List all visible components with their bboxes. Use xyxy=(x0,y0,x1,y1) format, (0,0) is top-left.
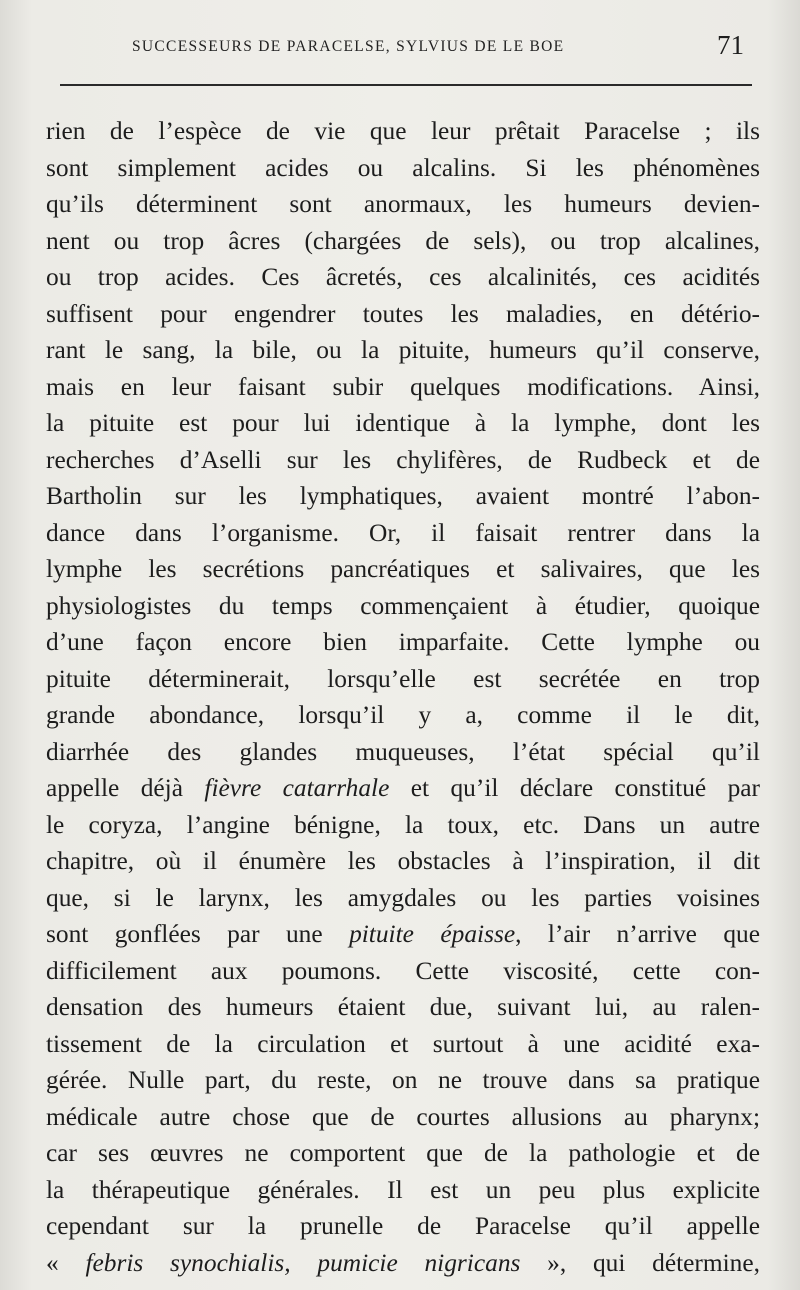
text-segment: gérée. Nulle part, du reste, on ne trouve dans sa pratique xyxy=(46,1066,760,1094)
text-line xyxy=(46,624,760,661)
text-segment: suffisent pour engendrer toutes les maladies, en détério- xyxy=(46,299,760,328)
text-segment: Bartholin sur les lymphatiques, avaient montré l’abon- xyxy=(46,482,760,510)
text-line xyxy=(46,697,760,734)
text-segment: », qui détermine, xyxy=(520,1248,760,1277)
text-line xyxy=(46,916,760,953)
text-segment: sont gonflées par une xyxy=(46,920,350,948)
text-segment: diarrhée des glandes muqueuses, l’état spécial qu’il xyxy=(46,737,760,766)
text-segment: car ses œuvres ne comportent que de la pathologie et de xyxy=(46,1139,760,1167)
body-text xyxy=(46,113,760,1281)
text-segment: physiologistes du temps commençaient à étudier, quoique xyxy=(46,591,760,620)
text-line xyxy=(46,186,760,223)
text-segment: dance dans l’organisme. Or, il faisait rentrer dans la xyxy=(46,518,760,547)
text-segment: la pituite est pour lui identique à la lymphe, dont les xyxy=(46,409,760,437)
text-line xyxy=(46,1208,760,1245)
text-segment: densation des humeurs étaient due, suivant lui, au ralen- xyxy=(46,993,760,1021)
text-segment: la thérapeutique générales. Il est un peu plus explicite xyxy=(46,1175,760,1204)
text-segment: , l’air n’arrive que xyxy=(515,920,760,948)
text-line xyxy=(46,369,760,406)
text-segment: et qu’il déclare constitué par xyxy=(389,774,760,802)
text-line xyxy=(46,588,760,625)
text-segment: « xyxy=(46,1248,86,1277)
text-line xyxy=(46,296,760,333)
text-segment: nent ou trop âcres (chargées de sels), ou trop alcalines, xyxy=(46,226,760,255)
header-rule xyxy=(60,84,752,86)
text-line xyxy=(46,843,760,880)
text-line xyxy=(46,259,760,296)
text-segment: pituite déterminerait, lorsqu’elle est secrétée en trop xyxy=(46,664,760,693)
text-segment: lymphe les secrétions pancréatiques et salivaires, que les xyxy=(46,555,760,583)
text-line xyxy=(46,953,760,990)
running-head xyxy=(48,30,758,70)
text-segment: difficilement aux poumons. Cette viscosité, cette con- xyxy=(46,956,760,985)
text-line xyxy=(46,332,760,369)
page-number: 71 xyxy=(717,30,744,60)
text-line xyxy=(46,551,760,588)
text-segment: le coryza, l’angine bénigne, la toux, etc. Dans un autre xyxy=(46,810,760,839)
text-line xyxy=(46,1026,760,1063)
italic-phrase: fièvre catarrhale xyxy=(204,774,390,802)
italic-phrase: febris synochialis, pumicie nigricans xyxy=(85,1248,521,1277)
text-line xyxy=(46,661,760,698)
text-segment: recherches d’Aselli sur les chylifères, de Rudbeck et de xyxy=(46,445,760,474)
text-line xyxy=(46,1135,760,1172)
text-segment: grande abondance, lorsqu’il y a, comme il le dit, xyxy=(46,701,760,729)
text-line xyxy=(46,1172,760,1209)
text-segment: rant le sang, la bile, ou la pituite, humeurs qu’il conserve, xyxy=(46,336,760,364)
text-line xyxy=(46,734,760,771)
text-line xyxy=(46,405,760,442)
text-segment: tissement de la circulation et surtout à une acidité exa- xyxy=(46,1029,760,1058)
text-segment: mais en leur faisant subir quelques modifications. Ainsi, xyxy=(46,372,760,401)
text-line xyxy=(46,1062,760,1099)
text-line xyxy=(46,1099,760,1136)
text-line xyxy=(46,150,760,187)
text-line xyxy=(46,880,760,917)
text-segment: médicale autre chose que de courtes allusions au pharynx; xyxy=(46,1102,760,1131)
text-line xyxy=(46,807,760,844)
text-segment: sont simplement acides ou alcalins. Si les phénomènes xyxy=(46,153,760,182)
text-line xyxy=(46,989,760,1026)
running-title: SUCCESSEURS DE PARACELSE, SYLVIUS DE LE BOE xyxy=(132,38,565,55)
text-line xyxy=(46,478,760,515)
text-line xyxy=(46,515,760,552)
text-segment: chapitre, où il énumère les obstacles à l’inspiration, il dit xyxy=(46,847,760,875)
text-segment: d’une façon encore bien imparfaite. Cette lymphe ou xyxy=(46,628,760,656)
text-segment: cependant sur la prunelle de Paracelse qu’il appelle xyxy=(46,1212,760,1240)
text-line xyxy=(46,113,760,150)
text-segment: ou trop acides. Ces âcretés, ces alcalinités, ces acidités xyxy=(46,263,760,291)
text-segment: appelle déjà xyxy=(46,774,205,802)
text-segment: rien de l’espèce de vie que leur prêtait Paracelse ; ils xyxy=(46,117,760,145)
text-segment: que, si le larynx, les amygdales ou les parties voisines xyxy=(46,883,760,912)
text-line xyxy=(46,770,760,807)
text-line xyxy=(46,223,760,260)
text-line xyxy=(46,1245,760,1282)
text-line xyxy=(46,442,760,479)
italic-phrase: pituite épaisse xyxy=(349,920,516,948)
text-segment: qu’ils déterminent sont anormaux, les humeurs devien- xyxy=(46,190,760,218)
